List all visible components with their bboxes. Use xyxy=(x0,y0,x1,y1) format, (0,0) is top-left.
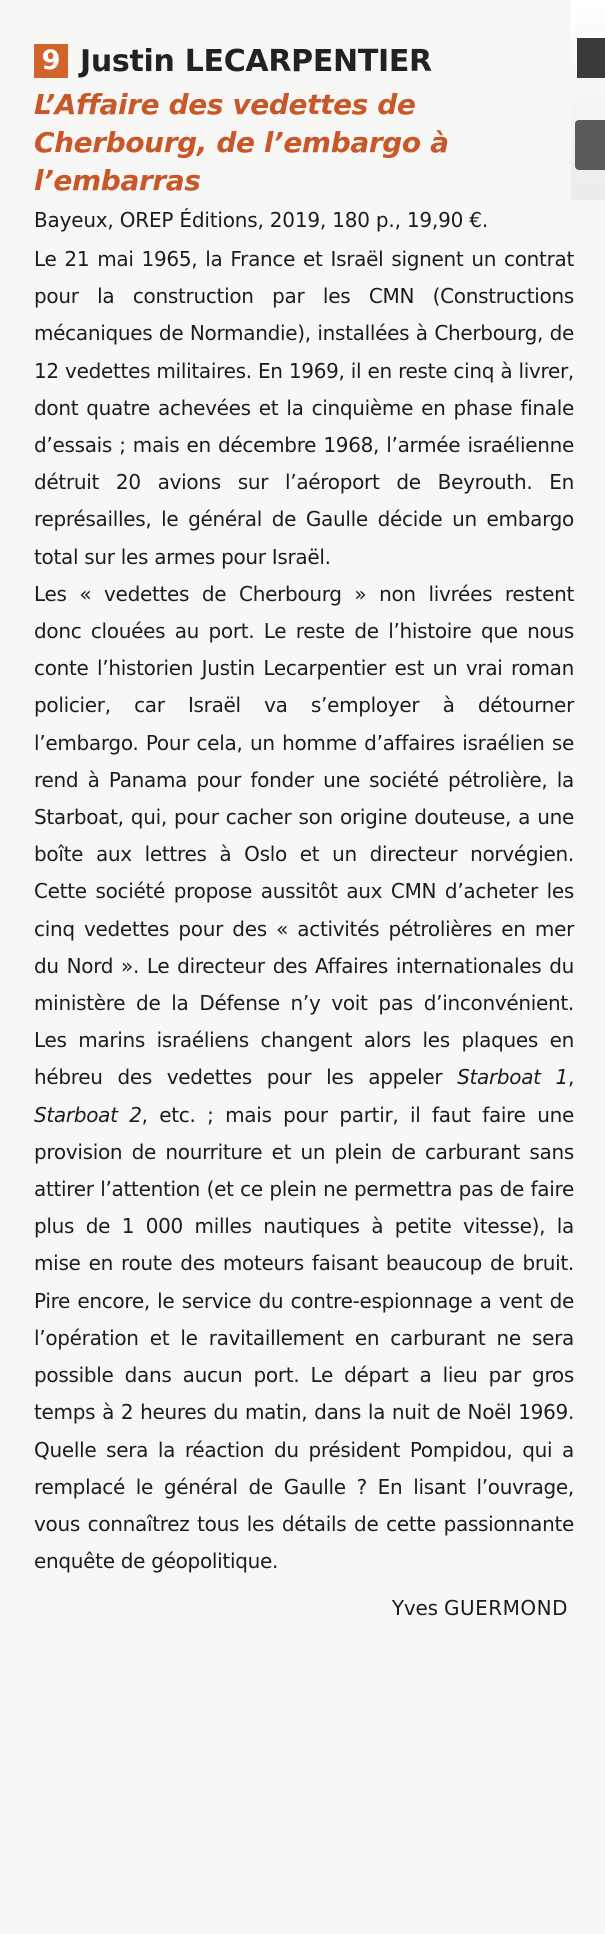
reviewer-last-name: GUERMOND xyxy=(443,1596,568,1621)
adjacent-page-edge xyxy=(571,0,605,200)
vessel-name-2: Starboat 2 xyxy=(34,1102,142,1127)
review-paragraph-2 xyxy=(34,576,574,1580)
reviewer-first-name: Yves xyxy=(391,1596,438,1621)
review-header xyxy=(34,42,574,80)
paragraph-2-text-a: Les « vedettes de Cherbourg » non livrées restent donc clouées au port. Le reste de l’histoire que nous conte l’historien Justin Lecarpentier est un vrai roman policier, car Israël va s’employer à détourner l’embargo. Pour cela, un homme d’affaires israélien se rend à Panama pour fonder une société pétrolière, la Starboat, qui, pour cacher son origine douteuse, a une boîte aux lettres à Oslo et un directeur norvégien. Cette société propose aussitôt aux CMN d’acheter les cinq vedettes pour des « activités pétrolières en mer du Nord ». Le directeur des Affaires internationales du ministère de la Défense n’y voit pas d’inconvénient. Les marins israéliens changent alors les plaques en hébreu des vedettes pour les appeler xyxy=(34,581,574,1090)
book-title: L’Affaire des vedettes de Cherbourg, de l’embargo à l’embarras xyxy=(34,88,449,197)
review-number-badge: 9 xyxy=(34,44,68,78)
reviewer-signature xyxy=(34,1596,574,1620)
vessel-name-1: Starboat 1 xyxy=(457,1065,568,1090)
book-author: Justin LECARPENTIER xyxy=(80,43,432,79)
paragraph-2-comma: , xyxy=(567,1065,574,1090)
adjacent-page-band xyxy=(577,38,605,78)
adjacent-page-band-2 xyxy=(575,120,605,170)
publication-info: Bayeux, OREP Éditions, 2019, 180 p., 19,90 €. xyxy=(34,208,488,232)
book-review xyxy=(34,42,574,1620)
paragraph-2-text-b: , etc. ; mais pour partir, il faut faire une provision de nourriture et un plein de carburant sans attirer l’attention (et ce plein ne permettra pas de faire plus de 1 000 milles nautiques à petite vitesse), la mise en route des moteurs faisant beaucoup de bruit. Pire encore, le service du contre-espionnage a vent de l’opération et le ravitaillement en carburant ne sera possible dans aucun port. Le départ a lieu par gros temps à 2 heures du matin, dans la nuit de Noël 1969. Quelle sera la réaction du président Pompidou, qui a remplacé le général de Gaulle ? En lisant l’ouvrage, vous connaîtrez tous les détails de cette passionnante enquête de géopolitique. xyxy=(34,1102,574,1574)
review-paragraph-1: Le 21 mai 1965, la France et Israël signent un contrat pour la construction par les CMN (Constructions mécaniques de Normandie), installées à Cherbourg, de 12 vedettes militaires. En 1969, il en reste cinq à livrer, dont quatre achevées et la cinquième en phase finale d’essais ; mais en décembre 1968, l’armée israélienne détruit 20 avions sur l’aéroport de Beyrouth. En représailles, le général de Gaulle décide un embargo total sur les armes pour Israël. xyxy=(34,247,574,569)
